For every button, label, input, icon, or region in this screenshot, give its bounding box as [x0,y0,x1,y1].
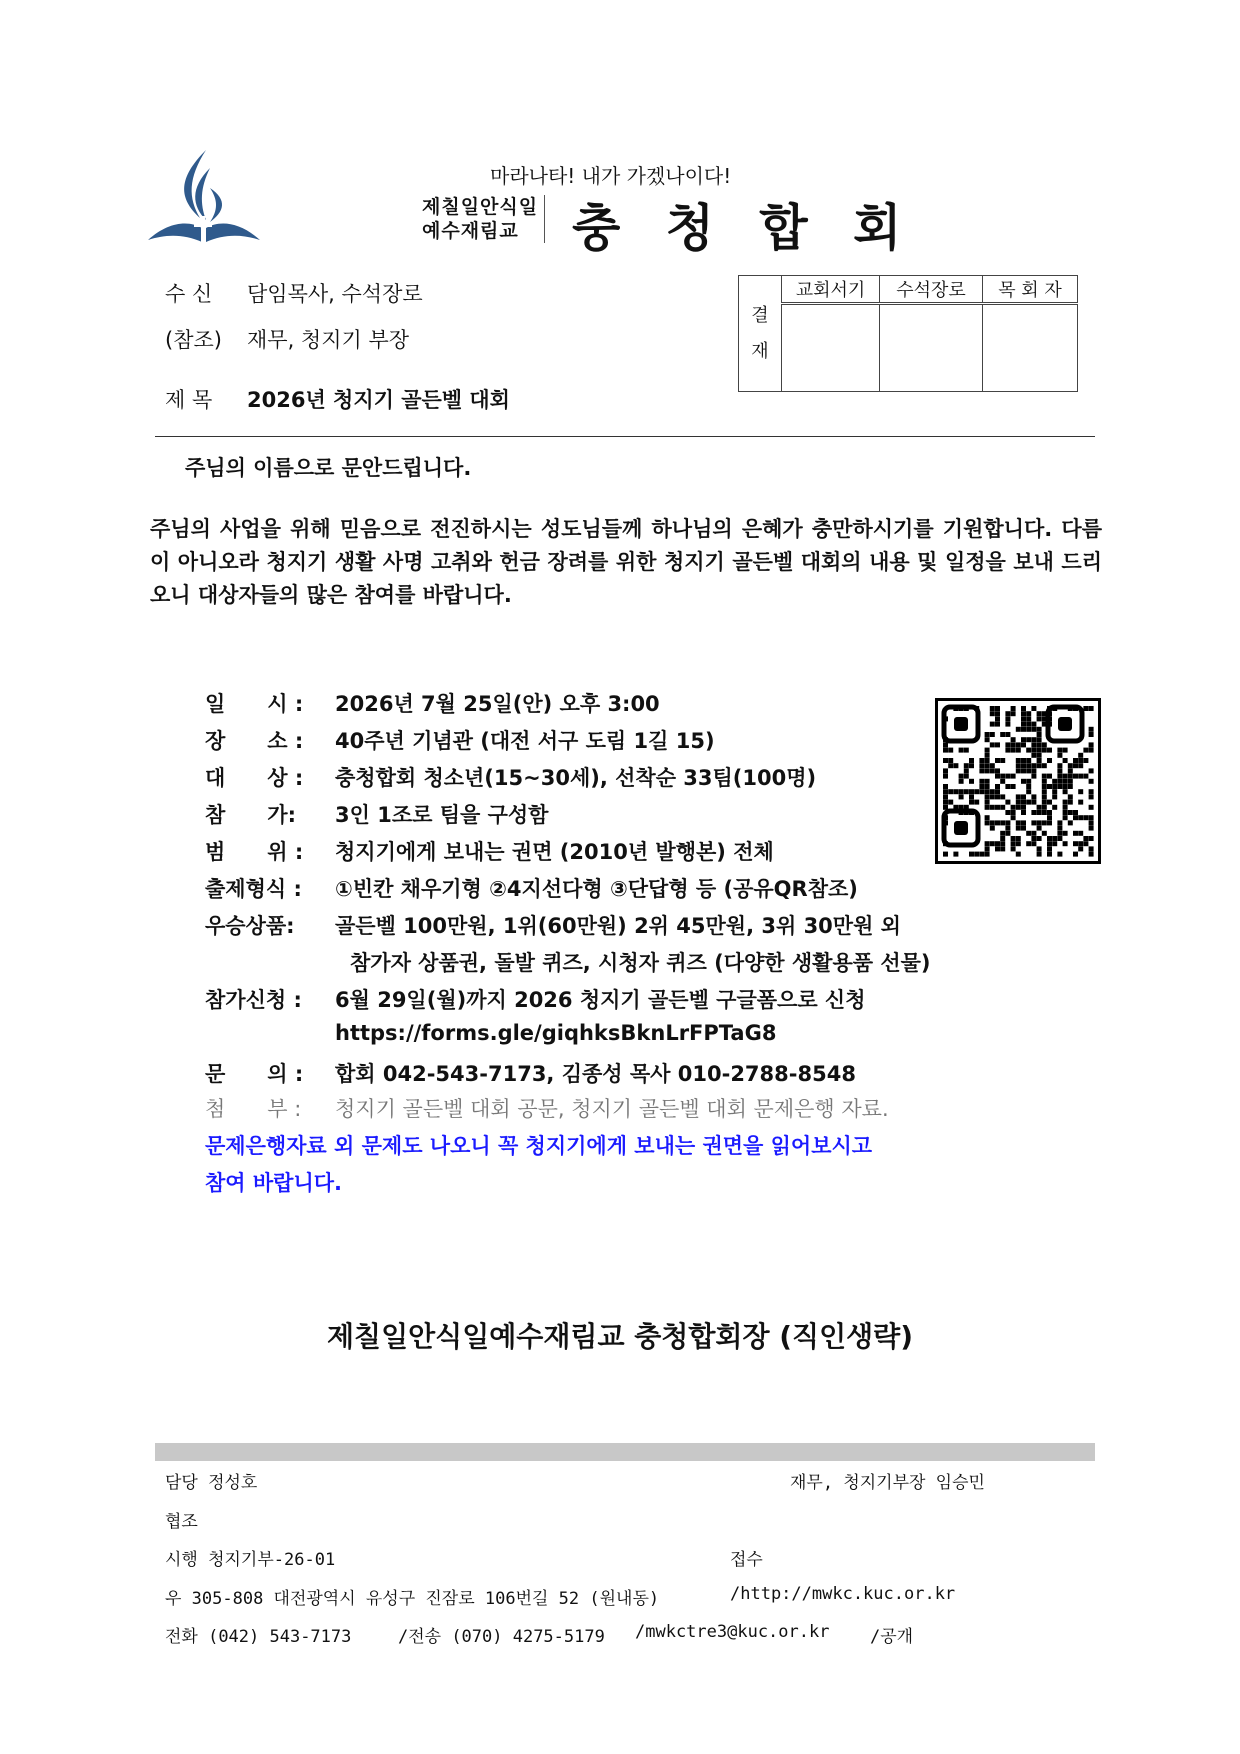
info-row [205,873,858,903]
info-key: 참 가: [205,803,296,827]
info-value: 합회 042-543-7173, 김종성 목사 010-2788-8548 [335,1062,856,1086]
info-value: 3인 1조로 팀을 구성함 [335,803,549,827]
footer-cooperation: 협조 [165,1512,198,1532]
info-value: 충청합회 청소년(15~30세), 선착순 33팀(100명) [335,766,817,790]
greeting: 주님의 이름으로 문안드립니다. [185,456,472,480]
motto: 마라나타! 내가 가겠나이다! [490,164,732,188]
recipient-row: 수 신 담임목사, 수석장로 [165,282,423,306]
closing-signature: 제칠일안식일예수재림교 충청합회장 (직인생략) [326,1320,914,1353]
footer-phone: 전화 (042) 543-7173 [165,1627,352,1647]
footer-email[interactable]: /mwkctre3@kuc.or.kr [635,1622,830,1642]
info-row [205,984,866,1014]
info-row [205,725,715,755]
attachment-row: 첨 부 : 청지기 골든벨 대회 공문, 청지기 골든벨 대회 문제은행 자료. [205,1097,889,1121]
info-row [205,799,548,829]
footer-dept: 재무, 청지기부장 임승민 [790,1473,985,1493]
footer-enforcement: 시행 청지기부-26-01 [165,1550,336,1570]
org-prefix: 제칠일안식일 예수재림교 [422,195,545,243]
info-row [205,762,816,792]
info-value: 40주년 기념관 (대전 서구 도림 1길 15) [335,729,715,753]
sign-box[interactable] [880,304,983,392]
church-logo-icon [148,148,260,244]
notice-line-2: 참여 바랍니다. [205,1171,343,1195]
notice-line-1: 문제은행자료 외 문제도 나오니 꼭 청지기에게 보내는 권면을 읽어보시고 [205,1134,873,1158]
sign-box[interactable] [782,304,880,392]
info-key: 문 의 : [205,1062,304,1086]
info-row [205,1021,776,1045]
info-row [205,947,931,977]
info-value: 청지기에게 보내는 권면 (2010년 발행본) 전체 [335,840,774,864]
info-key: 범 위 : [205,840,304,864]
footer-fax: /전송 (070) 4275-5179 [398,1627,605,1647]
info-key: 참가신청 : [205,988,302,1012]
footer-bar [155,1443,1095,1461]
info-value: 골든벨 100만원, 1위(60만원) 2위 45만원, 3위 30만원 외 [335,914,901,938]
info-row [205,1058,856,1088]
info-value: 2026년 7월 25일(안) 오후 3:00 [335,692,660,716]
info-row [205,836,774,866]
footer-disclosure: /공개 [870,1627,914,1647]
info-key: 일 시 : [205,692,304,716]
org-name: 충 청 합 회 [572,199,916,257]
info-row [205,688,660,718]
footer-address: 우 305-808 대전광역시 유성구 진잠로 106번길 52 (원내동) [165,1589,660,1609]
footer-receipt: 접수 [730,1550,763,1570]
info-key: 우승상품: [205,914,295,938]
subject-row: 제 목 2026년 청지기 골든벨 대회 [165,388,510,412]
info-key: 대 상 : [205,766,304,790]
info-value: 6월 29일(월)까지 2026 청지기 골든벨 구글폼으로 신청 [335,988,866,1012]
info-row [205,910,901,940]
info-key: 출제형식 : [205,877,302,901]
qr-code-icon[interactable] [935,698,1101,864]
footer-manager: 담당 정성호 [165,1473,258,1493]
body-paragraph: 주님의 사업을 위해 믿음으로 전진하시는 성도님들께 하나님의 은혜가 충만하시기를 기원합니다. 다름이 아니오라 청지기 생활 사명 고취와 헌금 장려를 위한 청지기 골든벨 대회의 내용 및 일정을 보내 드리오니 대상자들의 많은 참여를 바랍니다. [150,517,1102,607]
approval-table: 결 재 교회서기 수석장로 목 회 자 [738,275,1078,392]
info-key: 장 소 : [205,729,304,753]
sign-box[interactable] [983,304,1078,392]
footer-website[interactable]: /http://mwkc.kuc.or.kr [730,1584,956,1604]
info-value[interactable]: https://forms.gle/giqhksBknLrFPTaG8 [335,1021,777,1045]
divider [155,436,1095,437]
info-value: 참가자 상품권, 돌발 퀴즈, 시청자 퀴즈 (다양한 생활용품 선물) [350,951,931,975]
reference-row: (참조) 재무, 청지기 부장 [165,328,410,352]
info-value: ①빈칸 채우기형 ②4지선다형 ③단답형 등 (공유QR참조) [335,877,858,901]
